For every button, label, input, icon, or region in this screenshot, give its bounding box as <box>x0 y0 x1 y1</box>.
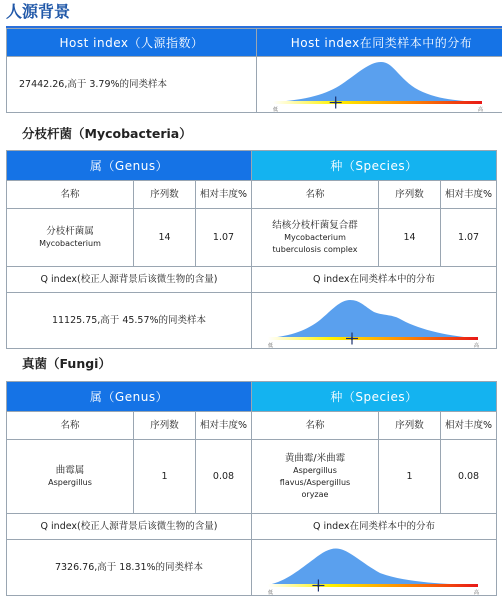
myco-genus-name-cn: 分枝杆菌属 <box>46 225 94 237</box>
myco-genus-reads-col: 序列数 <box>134 181 196 209</box>
fungi-genus-name <box>7 440 134 514</box>
fungi-genus-name-latin: Aspergillus <box>48 477 92 487</box>
myco-q-distribution-plot <box>252 294 495 348</box>
myco-q-value: 11125.75,高于 45.57%的同类样本 <box>7 293 252 349</box>
fungi-species-reads: 1 <box>379 440 441 514</box>
axis-high-label: 高 <box>478 106 484 112</box>
fungi-q-dist-header: Q index在同类样本中的分布 <box>252 514 497 540</box>
myco-genus-name-col: 名称 <box>7 181 134 209</box>
fungi-q-dist-cell <box>252 540 497 596</box>
fungi-q-value: 7326.76,高于 18.31%的同类样本 <box>7 540 252 596</box>
myco-genus-header: 属（Genus） <box>7 151 252 181</box>
myco-genus-reads: 14 <box>134 209 196 267</box>
host-index-table <box>6 28 502 113</box>
myco-species-abundance-col: 相对丰度% <box>441 181 497 209</box>
axis-high-label: 高 <box>474 342 480 348</box>
distribution-curve <box>273 62 482 102</box>
fungi-genus-abundance: 0.08 <box>196 440 252 514</box>
gradient-axis-bar <box>268 337 478 340</box>
fungi-species-name-latin-3: oryzae <box>301 489 329 499</box>
host-distribution-header: Host index在同类样本中的分布 <box>257 29 502 57</box>
fungi-genus-header: 属（Genus） <box>7 382 252 412</box>
axis-low-label: 低 <box>268 342 274 348</box>
host-distribution-plot <box>257 58 498 112</box>
axis-high-label: 高 <box>474 589 480 595</box>
myco-species-reads: 14 <box>379 209 441 267</box>
myco-species-name-latin-2: tuberculosis complex <box>272 244 358 254</box>
fungi-table <box>6 381 497 596</box>
gradient-axis-bar <box>268 584 478 587</box>
myco-species-reads-col: 序列数 <box>379 181 441 209</box>
myco-q-dist-header: Q index在同类样本中的分布 <box>252 267 497 293</box>
fungi-species-header: 种（Species） <box>252 382 497 412</box>
fungi-species-name-col: 名称 <box>252 412 379 440</box>
distribution-curve <box>268 300 478 338</box>
mycobacteria-table <box>6 150 497 349</box>
myco-species-header: 种（Species） <box>252 151 497 181</box>
myco-species-name <box>252 209 379 267</box>
myco-species-name-latin-1: Mycobacterium <box>284 232 346 242</box>
fungi-genus-reads-col: 序列数 <box>134 412 196 440</box>
myco-species-name-col: 名称 <box>252 181 379 209</box>
section-fungi-title: 真菌（Fungi） <box>22 356 111 371</box>
myco-q-header: Q index(校正人源背景后该微生物的含量) <box>7 267 252 293</box>
fungi-q-distribution-plot <box>252 541 495 595</box>
fungi-genus-name-col: 名称 <box>7 412 134 440</box>
axis-low-label: 低 <box>273 106 279 112</box>
host-index-header: Host index（人源指数） <box>7 29 257 57</box>
axis-low-label: 低 <box>268 589 274 595</box>
host-distribution-cell <box>257 57 502 113</box>
myco-species-name-cn: 结核分枝杆菌复合群 <box>272 219 358 231</box>
section-mycobacteria-title: 分枝杆菌（Mycobacteria） <box>22 126 192 141</box>
myco-genus-name-latin: Mycobacterium <box>39 238 101 248</box>
fungi-genus-abundance-col: 相对丰度% <box>196 412 252 440</box>
fungi-species-reads-col: 序列数 <box>379 412 441 440</box>
myco-genus-abundance: 1.07 <box>196 209 252 267</box>
host-index-value: 27442.26,高于 3.79%的同类样本 <box>7 57 257 113</box>
fungi-species-abundance-col: 相对丰度% <box>441 412 497 440</box>
myco-genus-abundance-col: 相对丰度% <box>196 181 252 209</box>
section-host-title: 人源背景 <box>6 0 502 28</box>
myco-species-abundance: 1.07 <box>441 209 497 267</box>
fungi-species-name <box>252 440 379 514</box>
fungi-genus-name-cn: 曲霉属 <box>55 464 85 476</box>
fungi-genus-reads: 1 <box>134 440 196 514</box>
fungi-species-abundance: 0.08 <box>441 440 497 514</box>
fungi-species-name-latin-1: Aspergillus <box>293 465 337 475</box>
gradient-axis-bar <box>273 101 482 104</box>
fungi-species-name-cn: 黄曲霉/米曲霉 <box>284 452 346 464</box>
fungi-q-header: Q index(校正人源背景后该微生物的含量) <box>7 514 252 540</box>
distribution-curve <box>268 548 478 585</box>
fungi-species-name-latin-2: flavus/Aspergillus <box>279 477 351 487</box>
myco-genus-name <box>7 209 134 267</box>
myco-q-dist-cell <box>252 293 497 349</box>
